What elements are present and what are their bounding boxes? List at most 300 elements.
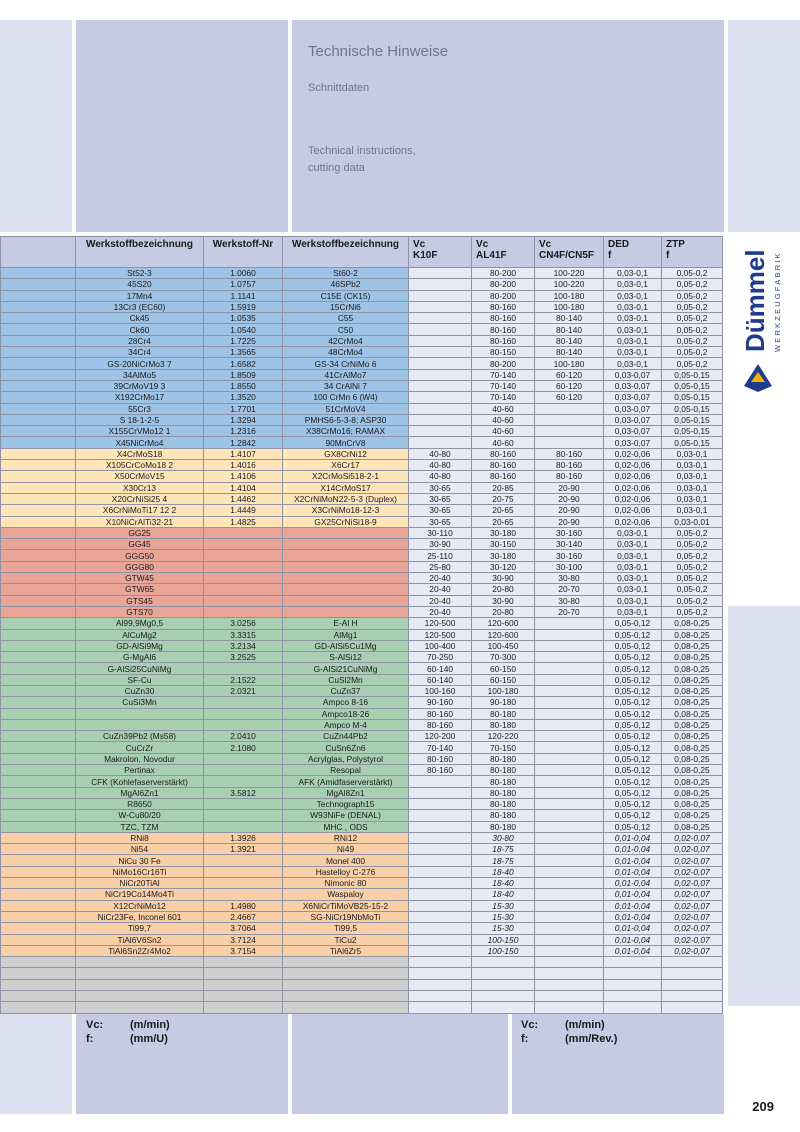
row-color-band — [1, 301, 76, 312]
vc-cn-cell — [535, 866, 604, 877]
werkstoff2-cell: Hastelloy C-276 — [283, 866, 409, 877]
header-vc-cn — [535, 237, 604, 268]
header-ztp-f — [662, 237, 723, 268]
werkstoff-nr-cell: 2.0410 — [204, 731, 283, 742]
werkstoff-nr-cell: 1.4104 — [204, 482, 283, 493]
werkstoff1-cell: TiAl6V6Sn2 — [76, 934, 204, 945]
werkstoff-nr-cell: 1.4107 — [204, 448, 283, 459]
werkstoff-nr-cell: 3.5812 — [204, 787, 283, 798]
vc-al41f-cell: 60-150 — [472, 674, 535, 685]
row-color-band — [1, 414, 76, 425]
ded-f-cell: 0,05-0,12 — [604, 652, 662, 663]
werkstoff-nr-cell — [204, 798, 283, 809]
english-title-line2: cutting data — [308, 162, 365, 174]
vc-al41f-cell: 80-180 — [472, 753, 535, 764]
werkstoff-nr-cell — [204, 968, 283, 979]
vc-cn-cell: 60-120 — [535, 369, 604, 380]
vc-k10f-cell — [409, 991, 472, 1002]
table-row — [1, 663, 723, 674]
werkstoff-nr-cell — [204, 810, 283, 821]
werkstoff1-cell: 34AlMo5 — [76, 369, 204, 380]
ztp-f-cell: 0,02-0,07 — [662, 945, 723, 956]
vc-cn-cell: 100-180 — [535, 290, 604, 301]
werkstoff-nr-cell: 1.3926 — [204, 832, 283, 843]
legend-right-f-unit: (mm/Rev.) — [565, 1033, 618, 1045]
ded-f-cell: 0,03-0,07 — [604, 414, 662, 425]
ded-f-cell: 0,01-0,04 — [604, 945, 662, 956]
ded-f-cell: 0,05-0,12 — [604, 708, 662, 719]
ztp-f-cell: 0,08-0,25 — [662, 810, 723, 821]
vc-al41f-cell: 80-160 — [472, 335, 535, 346]
row-color-band — [1, 878, 76, 889]
vc-k10f-cell: 40-80 — [409, 471, 472, 482]
werkstoff1-cell: R8650 — [76, 798, 204, 809]
vc-k10f-cell: 30-65 — [409, 482, 472, 493]
vc-k10f-cell — [409, 313, 472, 324]
vc-al41f-cell: 20-80 — [472, 584, 535, 595]
werkstoff2-cell — [283, 606, 409, 617]
ded-f-cell: 0,03-0,1 — [604, 290, 662, 301]
vc-cn-cell — [535, 731, 604, 742]
table-row — [1, 991, 723, 1002]
werkstoff-nr-cell — [204, 584, 283, 595]
ded-f-cell: 0,03-0,1 — [604, 268, 662, 279]
vc-cn-cell: 80-140 — [535, 313, 604, 324]
werkstoff-nr-cell — [204, 776, 283, 787]
vc-al41f-cell: 20-80 — [472, 606, 535, 617]
table-row — [1, 674, 723, 685]
ded-f-cell — [604, 957, 662, 968]
vc-k10f-cell: 30-110 — [409, 527, 472, 538]
werkstoff1-cell: GTS45 — [76, 595, 204, 606]
ztp-f-cell: 0,08-0,25 — [662, 731, 723, 742]
ztp-f-cell: 0,02-0,07 — [662, 866, 723, 877]
werkstoff1-cell — [76, 991, 204, 1002]
table-row — [1, 776, 723, 787]
table-row — [1, 618, 723, 629]
ztp-f-cell: 0,08-0,25 — [662, 618, 723, 629]
werkstoff-nr-cell: 1.1141 — [204, 290, 283, 301]
table-row — [1, 798, 723, 809]
werkstoff-nr-cell — [204, 765, 283, 776]
vc-cn-cell: 30-140 — [535, 539, 604, 550]
row-color-band — [1, 358, 76, 369]
ztp-f-cell: 0,08-0,25 — [662, 765, 723, 776]
vc-al41f-cell: 80-160 — [472, 301, 535, 312]
vc-k10f-cell — [409, 832, 472, 843]
vc-cn-cell — [535, 674, 604, 685]
vc-k10f-cell — [409, 426, 472, 437]
werkstoff-nr-cell: 1.4106 — [204, 471, 283, 482]
werkstoff1-cell: X45NiCrMo4 — [76, 437, 204, 448]
ztp-f-cell: 0,05-0,2 — [662, 573, 723, 584]
werkstoff2-cell: GD-AlSi5Cu1Mg — [283, 640, 409, 651]
vc-al41f-cell: 30-180 — [472, 527, 535, 538]
table-row — [1, 380, 723, 391]
legend-right-f: f: — [521, 1033, 529, 1045]
werkstoff1-cell: 28Cr4 — [76, 335, 204, 346]
vc-al41f-cell: 30-150 — [472, 539, 535, 550]
header-f: f — [666, 250, 670, 261]
english-title-line1: Technical instructions, — [308, 145, 416, 157]
ztp-f-cell: 0,05-0,2 — [662, 584, 723, 595]
ded-f-cell: 0,03-0,1 — [604, 527, 662, 538]
row-color-band — [1, 437, 76, 448]
vc-k10f-cell: 30-90 — [409, 539, 472, 550]
table-row — [1, 923, 723, 934]
table-row — [1, 878, 723, 889]
vc-al41f-cell: 80-180 — [472, 708, 535, 719]
row-color-band — [1, 844, 76, 855]
legend-right-vc-unit: (m/min) — [565, 1019, 605, 1031]
ztp-f-cell: 0,08-0,25 — [662, 674, 723, 685]
vc-k10f-cell: 25-80 — [409, 561, 472, 572]
ztp-f-cell: 0,08-0,25 — [662, 663, 723, 674]
table-row — [1, 685, 723, 696]
ztp-f-cell: 0,02-0,07 — [662, 923, 723, 934]
werkstoff-nr-cell: 1.4825 — [204, 516, 283, 527]
vc-k10f-cell — [409, 268, 472, 279]
table-row — [1, 979, 723, 990]
ztp-f-cell: 0,05-0,2 — [662, 550, 723, 561]
header-werkstoff1: Werkstoffbezeichnung — [76, 237, 204, 268]
vc-al41f-cell: 80-200 — [472, 268, 535, 279]
ded-f-cell: 0,02-0,06 — [604, 505, 662, 516]
werkstoff-nr-cell — [204, 1002, 283, 1013]
ztp-f-cell: 0,05-0,15 — [662, 392, 723, 403]
header-werkstoff-nr: Werkstoff-Nr — [204, 237, 283, 268]
vc-k10f-cell: 120-200 — [409, 731, 472, 742]
werkstoff1-cell: NiCr23Fe, Inconel 601 — [76, 911, 204, 922]
header-spacer — [1, 237, 76, 268]
ded-f-cell: 0,05-0,12 — [604, 663, 662, 674]
vc-k10f-cell — [409, 844, 472, 855]
vc-al41f-cell: 70-140 — [472, 380, 535, 391]
header-grade: AL41F — [476, 250, 507, 261]
werkstoff1-cell: GTW65 — [76, 584, 204, 595]
werkstoff-nr-cell: 3.7064 — [204, 923, 283, 934]
vc-cn-cell — [535, 426, 604, 437]
table-row — [1, 753, 723, 764]
page-title: Technische Hinweise — [308, 43, 449, 60]
werkstoff2-cell: Resopal — [283, 765, 409, 776]
table-row — [1, 335, 723, 346]
werkstoff2-cell: Nimonic 80 — [283, 878, 409, 889]
werkstoff1-cell: X20CrNiSi25 4 — [76, 493, 204, 504]
row-color-band — [1, 821, 76, 832]
vc-cn-cell — [535, 437, 604, 448]
werkstoff-nr-cell: 2.1080 — [204, 742, 283, 753]
ztp-f-cell: 0,03-0,1 — [662, 493, 723, 504]
ded-f-cell: 0,03-0,07 — [604, 392, 662, 403]
werkstoff2-cell: CuZn37 — [283, 685, 409, 696]
ztp-f-cell: 0,02-0,07 — [662, 889, 723, 900]
ztp-f-cell: 0,03-0,1 — [662, 471, 723, 482]
werkstoff2-cell: RNi12 — [283, 832, 409, 843]
vc-k10f-cell — [409, 335, 472, 346]
ded-f-cell: 0,03-0,07 — [604, 437, 662, 448]
header-label: ZTP — [666, 239, 685, 250]
footer-left-panel — [0, 1014, 72, 1114]
werkstoff-nr-cell — [204, 889, 283, 900]
werkstoff1-cell: X4CrMoS18 — [76, 448, 204, 459]
werkstoff2-cell: Ampco 8-16 — [283, 697, 409, 708]
ztp-f-cell: 0,05-0,2 — [662, 268, 723, 279]
ded-f-cell — [604, 991, 662, 1002]
werkstoff-nr-cell: 1.5919 — [204, 301, 283, 312]
werkstoff1-cell: S 18-1-2-5 — [76, 414, 204, 425]
row-color-band — [1, 900, 76, 911]
table-row — [1, 460, 723, 471]
ztp-f-cell: 0,05-0,2 — [662, 595, 723, 606]
ded-f-cell: 0,02-0,06 — [604, 460, 662, 471]
row-color-band — [1, 708, 76, 719]
row-color-band — [1, 448, 76, 459]
vc-al41f-cell: 18-40 — [472, 866, 535, 877]
vc-cn-cell — [535, 945, 604, 956]
vc-k10f-cell: 20-40 — [409, 606, 472, 617]
ded-f-cell: 0,05-0,12 — [604, 731, 662, 742]
vc-al41f-cell — [472, 957, 535, 968]
vc-al41f-cell: 120-600 — [472, 629, 535, 640]
row-color-band — [1, 685, 76, 696]
werkstoff2-cell: GX8CrNi12 — [283, 448, 409, 459]
vc-al41f-cell: 80-160 — [472, 313, 535, 324]
werkstoff1-cell: 17Mn4 — [76, 290, 204, 301]
row-color-band — [1, 493, 76, 504]
werkstoff1-cell: X10NiCrAlTi32-21 — [76, 516, 204, 527]
werkstoff1-cell: W-Cu80/20 — [76, 810, 204, 821]
vc-al41f-cell: 100-180 — [472, 685, 535, 696]
vc-k10f-cell — [409, 866, 472, 877]
werkstoff1-cell: G-AlSi25CuNiMg — [76, 663, 204, 674]
ztp-f-cell: 0,03-0,1 — [662, 460, 723, 471]
row-color-band — [1, 923, 76, 934]
table-row — [1, 527, 723, 538]
werkstoff1-cell: GTS70 — [76, 606, 204, 617]
vc-al41f-cell: 80-160 — [472, 324, 535, 335]
row-color-band — [1, 392, 76, 403]
vc-k10f-cell: 80-160 — [409, 765, 472, 776]
row-color-band — [1, 561, 76, 572]
vc-al41f-cell: 80-180 — [472, 810, 535, 821]
table-row — [1, 392, 723, 403]
table-row — [1, 550, 723, 561]
row-color-band — [1, 313, 76, 324]
werkstoff-nr-cell: 3.7124 — [204, 934, 283, 945]
werkstoff2-cell: TiAl6Zr5 — [283, 945, 409, 956]
ztp-f-cell: 0,08-0,25 — [662, 821, 723, 832]
vc-cn-cell — [535, 911, 604, 922]
ztp-f-cell: 0,08-0,25 — [662, 798, 723, 809]
werkstoff2-cell: GS-34 CrNiMo 6 — [283, 358, 409, 369]
ded-f-cell: 0,05-0,12 — [604, 821, 662, 832]
vc-cn-cell — [535, 685, 604, 696]
row-color-band — [1, 991, 76, 1002]
table-row — [1, 719, 723, 730]
ztp-f-cell — [662, 968, 723, 979]
werkstoff-nr-cell: 1.0540 — [204, 324, 283, 335]
werkstoff1-cell: X30Cr13 — [76, 482, 204, 493]
werkstoff2-cell: 90MnCrV8 — [283, 437, 409, 448]
vc-cn-cell — [535, 765, 604, 776]
ded-f-cell: 0,02-0,06 — [604, 482, 662, 493]
vc-cn-cell — [535, 652, 604, 663]
table-row — [1, 539, 723, 550]
table-row — [1, 832, 723, 843]
header-right-panel — [728, 20, 800, 232]
vc-al41f-cell: 40-60 — [472, 426, 535, 437]
row-color-band — [1, 731, 76, 742]
werkstoff1-cell: 55Cr3 — [76, 403, 204, 414]
werkstoff2-cell — [283, 595, 409, 606]
ztp-f-cell: 0,08-0,25 — [662, 697, 723, 708]
werkstoff2-cell — [283, 957, 409, 968]
table-row — [1, 708, 723, 719]
werkstoff-nr-cell — [204, 979, 283, 990]
ded-f-cell — [604, 979, 662, 990]
werkstoff1-cell: GS-20NiCrMo3 7 — [76, 358, 204, 369]
vc-k10f-cell — [409, 358, 472, 369]
vc-k10f-cell — [409, 923, 472, 934]
vc-al41f-cell: 100-150 — [472, 934, 535, 945]
vc-cn-cell — [535, 776, 604, 787]
table-row — [1, 900, 723, 911]
ded-f-cell: 0,02-0,06 — [604, 493, 662, 504]
vc-al41f-cell: 40-60 — [472, 403, 535, 414]
row-color-band — [1, 866, 76, 877]
header-vc-k10f — [409, 237, 472, 268]
werkstoff2-cell: 46SPb2 — [283, 279, 409, 290]
table-row — [1, 1002, 723, 1013]
werkstoff2-cell: Ni49 — [283, 844, 409, 855]
vc-al41f-cell: 120-220 — [472, 731, 535, 742]
ztp-f-cell: 0,05-0,15 — [662, 414, 723, 425]
vc-k10f-cell: 25-110 — [409, 550, 472, 561]
ded-f-cell: 0,05-0,12 — [604, 629, 662, 640]
table-row — [1, 945, 723, 956]
vc-k10f-cell — [409, 437, 472, 448]
ztp-f-cell: 0,08-0,25 — [662, 776, 723, 787]
werkstoff2-cell: SG-NiCr19NbMoTi — [283, 911, 409, 922]
werkstoff2-cell: W93NiFe (DENAL) — [283, 810, 409, 821]
ded-f-cell: 0,05-0,12 — [604, 719, 662, 730]
ded-f-cell: 0,03-0,1 — [604, 335, 662, 346]
ded-f-cell: 0,03-0,07 — [604, 380, 662, 391]
brand-logo-graphic — [734, 240, 794, 400]
vc-cn-cell — [535, 968, 604, 979]
vc-k10f-cell — [409, 324, 472, 335]
vc-al41f-cell: 30-120 — [472, 561, 535, 572]
vc-k10f-cell: 70-250 — [409, 652, 472, 663]
row-color-band — [1, 652, 76, 663]
vc-al41f-cell: 20-75 — [472, 493, 535, 504]
werkstoff1-cell — [76, 968, 204, 979]
vc-al41f-cell: 80-180 — [472, 787, 535, 798]
werkstoff2-cell: MgAl8Zn1 — [283, 787, 409, 798]
vc-k10f-cell: 20-40 — [409, 573, 472, 584]
vc-k10f-cell: 120-500 — [409, 618, 472, 629]
werkstoff-nr-cell — [204, 866, 283, 877]
vc-k10f-cell — [409, 301, 472, 312]
vc-cn-cell — [535, 798, 604, 809]
vc-al41f-cell: 80-180 — [472, 765, 535, 776]
vc-cn-cell: 30-100 — [535, 561, 604, 572]
page-subtitle: Schnittdaten — [308, 82, 370, 94]
ztp-f-cell: 0,08-0,25 — [662, 787, 723, 798]
werkstoff2-cell — [283, 968, 409, 979]
werkstoff-nr-cell — [204, 878, 283, 889]
werkstoff1-cell: 34Cr4 — [76, 347, 204, 358]
row-color-band — [1, 482, 76, 493]
werkstoff-nr-cell: 3.0256 — [204, 618, 283, 629]
werkstoff2-cell — [283, 527, 409, 538]
werkstoff-nr-cell — [204, 708, 283, 719]
vc-al41f-cell: 15-30 — [472, 911, 535, 922]
legend-right-vc: Vc: — [521, 1019, 539, 1031]
vc-k10f-cell — [409, 787, 472, 798]
vc-al41f-cell: 20-65 — [472, 516, 535, 527]
ded-f-cell: 0,03-0,1 — [604, 573, 662, 584]
vc-al41f-cell: 40-60 — [472, 437, 535, 448]
werkstoff-nr-cell: 3.2134 — [204, 640, 283, 651]
legend-left-vc: Vc: — [86, 1019, 104, 1031]
table-row — [1, 697, 723, 708]
row-color-band — [1, 663, 76, 674]
row-color-band — [1, 855, 76, 866]
werkstoff1-cell: CuCrZr — [76, 742, 204, 753]
vc-k10f-cell: 90-160 — [409, 697, 472, 708]
werkstoff-nr-cell — [204, 697, 283, 708]
vc-k10f-cell: 100-400 — [409, 640, 472, 651]
ztp-f-cell — [662, 979, 723, 990]
werkstoff2-cell: G-AlSi21CuNiMg — [283, 663, 409, 674]
row-color-band — [1, 810, 76, 821]
row-color-band — [1, 911, 76, 922]
vc-al41f-cell: 100-450 — [472, 640, 535, 651]
ded-f-cell: 0,03-0,1 — [604, 324, 662, 335]
vc-k10f-cell: 20-40 — [409, 584, 472, 595]
werkstoff-nr-cell: 2.1522 — [204, 674, 283, 685]
ztp-f-cell: 0,05-0,15 — [662, 380, 723, 391]
ded-f-cell: 0,05-0,12 — [604, 765, 662, 776]
ztp-f-cell: 0,05-0,15 — [662, 426, 723, 437]
vc-cn-cell: 20-90 — [535, 482, 604, 493]
row-color-band — [1, 460, 76, 471]
vc-cn-cell — [535, 414, 604, 425]
werkstoff-nr-cell — [204, 753, 283, 764]
werkstoff-nr-cell: 2.4667 — [204, 911, 283, 922]
vc-k10f-cell — [409, 889, 472, 900]
vc-al41f-cell: 80-160 — [472, 460, 535, 471]
ztp-f-cell: 0,08-0,25 — [662, 629, 723, 640]
werkstoff1-cell: NiMo16Cr16Ti — [76, 866, 204, 877]
vc-k10f-cell — [409, 798, 472, 809]
vc-cn-cell: 60-120 — [535, 380, 604, 391]
ded-f-cell: 0,03-0,07 — [604, 426, 662, 437]
table-row — [1, 889, 723, 900]
vc-al41f-cell: 80-180 — [472, 821, 535, 832]
table-row — [1, 358, 723, 369]
row-color-band — [1, 335, 76, 346]
ded-f-cell: 0,03-0,1 — [604, 301, 662, 312]
row-color-band — [1, 697, 76, 708]
vc-cn-cell — [535, 957, 604, 968]
ztp-f-cell: 0,02-0,07 — [662, 900, 723, 911]
table-row — [1, 787, 723, 798]
vc-cn-cell: 80-140 — [535, 347, 604, 358]
ded-f-cell: 0,01-0,04 — [604, 911, 662, 922]
